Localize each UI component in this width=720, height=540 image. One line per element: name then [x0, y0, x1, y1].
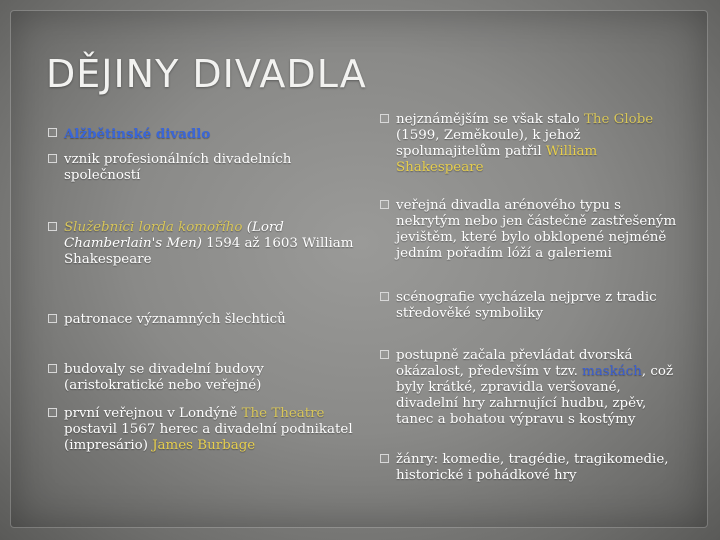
left-bullet-6	[64, 406, 354, 454]
left-bullet-1	[64, 126, 354, 143]
bullet-square-icon	[48, 314, 57, 323]
bullet-text-highlight: The Globe	[583, 112, 654, 127]
bullet-text: , což byly krátké, zpravidla veršované, divadelní hry zahrnující hudbu, zpěv, tanec a bohatou výpravu s kostýmy	[396, 364, 674, 427]
bullet-text: patronace významných šlechticů	[64, 312, 286, 327]
bullet-text-italic: Služebníci lorda komořího	[64, 220, 243, 235]
slide-title: DĚJINY DIVADLA	[46, 52, 367, 96]
bullet-square-icon	[380, 350, 389, 359]
bullet-text: postupně začala převládat dvorská okázalost, především v tzv.	[396, 348, 633, 379]
right-bullet-3	[396, 290, 686, 322]
bullet-text: budovaly se divadelní budovy (aristokratické nebo veřejné)	[64, 362, 264, 393]
bullet-text: Alžbětinské divadlo	[64, 126, 211, 142]
bullet-square-icon	[380, 200, 389, 209]
bullet-text: první veřejnou v Londýně	[64, 406, 242, 421]
left-bullet-5	[64, 362, 354, 394]
bullet-text: scénografie vycházela nejprve z tradic středověké symboliky	[396, 290, 657, 321]
bullet-text-highlight: James Burbage	[152, 438, 256, 453]
bullet-text-highlight: William Shakespeare	[396, 144, 598, 175]
bullet-square-icon	[380, 114, 389, 123]
bullet-text: 1594 až 1603 William Shakespeare	[64, 236, 354, 267]
bullet-text: postavil 1567 herec a divadelní podnikatel (impresário)	[64, 422, 353, 453]
bullet-square-icon	[48, 222, 57, 231]
bullet-text-link[interactable]: maskách	[582, 364, 642, 379]
bullet-text: nejznámějším se však stalo	[396, 112, 584, 127]
right-bullet-2	[396, 198, 686, 262]
bullet-text: žánry: komedie, tragédie, tragikomedie, historické i pohádkové hry	[396, 452, 669, 483]
bullet-text-highlight: The Theatre	[241, 406, 325, 421]
right-bullet-4	[396, 348, 686, 428]
bullet-text-italic: (Lord Chamberlain's Men)	[64, 220, 284, 251]
left-bullet-4	[64, 312, 354, 328]
bullet-square-icon	[380, 454, 389, 463]
bullet-square-icon	[380, 292, 389, 301]
bullet-square-icon	[48, 408, 57, 417]
bullet-text: veřejná divadla arénového typu s nekrytým nebo jen částečně zastřešeným jevištěm, které bylo obklopené nejméně jedním pořadím lóží a galeriemi	[396, 198, 677, 261]
bullet-square-icon	[48, 128, 57, 137]
left-bullet-3	[64, 220, 354, 268]
bullet-text: vznik profesionálních divadelních společností	[64, 152, 292, 183]
bullet-square-icon	[48, 364, 57, 373]
bullet-square-icon	[48, 154, 57, 163]
right-bullet-5	[396, 452, 686, 484]
left-bullet-2	[64, 152, 354, 184]
right-bullet-1	[396, 112, 686, 176]
bullet-text: (1599, Zeměkoule), k jehož spolumajitelům patřil	[396, 128, 581, 159]
